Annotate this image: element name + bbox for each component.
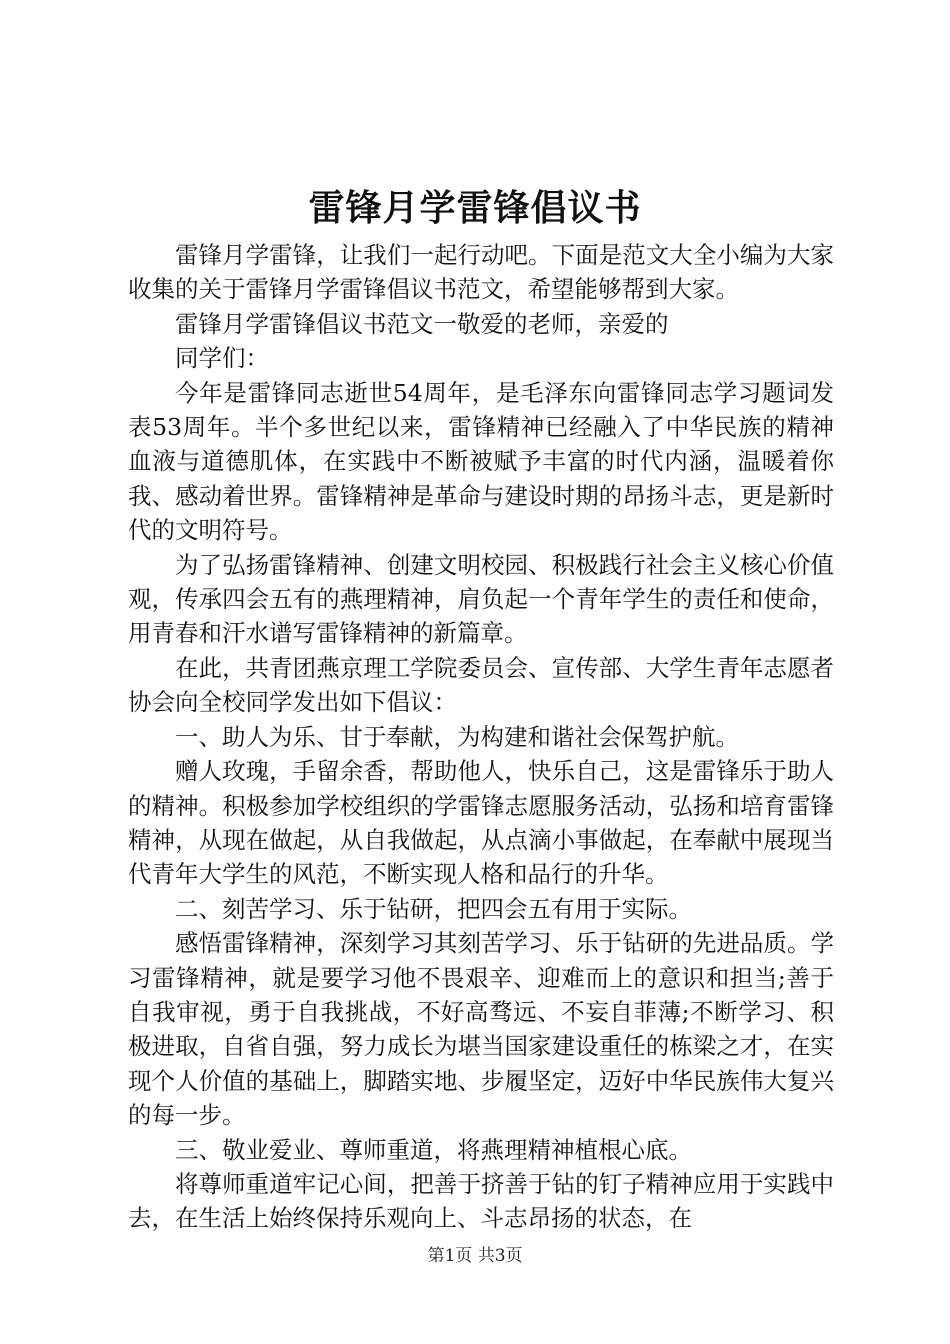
document-title: 雷锋月学雷锋倡议书 [308,187,642,229]
page-number-footer: 第1页 共3页 [427,1246,523,1266]
paragraph-sample-heading: 雷锋月学雷锋倡议书范文一敬爱的老师，亲爱的 [175,309,669,338]
paragraph-section-3: 将尊师重道牢记心间，把善于挤善于钻的钉子精神应用于实践中去，在生活上始终保持乐观向上、斗志昂扬的状态，在 [128,1169,834,1233]
section-heading-3: 三、敬业爱业、尊师重道，将燕理精神植根心底。 [175,1135,692,1164]
document-body [128,238,834,1236]
section-heading-1: 一、助人为乐、甘于奉献，为构建和谐社会保驾护航。 [175,722,739,751]
section-heading-2: 二、刻苦学习、乐于钻研，把四会五有用于实际。 [175,894,692,923]
paragraph-section-2: 感悟雷锋精神，深刻学习其刻苦学习、乐于钻研的先进品质。学习雷锋精神，就是要学习他不畏艰辛、迎难而上的意识和担当;善于自我审视，勇于自我挑战，不好高骛远、不妄自菲薄;不断学习、积极进取，自省自强，努力成长为堪当国家建设重任的栋梁之才，在实现个人价值的基础上，脚踏实地、步履坚定，迈好中华民族伟大复兴的每一步。 [128,929,834,1130]
paragraph-purpose: 为了弘扬雷锋精神、创建文明校园、积极践行社会主义核心价值观，传承四会五有的燕理精神，肩负起一个青年学生的责任和使命，用青春和汗水谱写雷锋精神的新篇章。 [128,550,834,648]
paragraph-section-1: 赠人玫瑰，手留余香，帮助他人，快乐自己，这是雷锋乐于助人的精神。积极参加学校组织的学雷锋志愿服务活动，弘扬和培育雷锋精神，从现在做起，从自我做起，从点滴小事做起，在奉献中展现当代青年大学生的风范，不断实现人格和品行的升华。 [128,757,834,889]
paragraph-initiative: 在此，共青团燕京理工学院委员会、宣传部、大学生青年志愿者协会向全校同学发出如下倡议： [128,653,834,717]
paragraph-intro: 雷锋月学雷锋，让我们一起行动吧。下面是范文大全小编为大家收集的关于雷锋月学雷锋倡议书范文，希望能够帮到大家。 [128,241,834,304]
paragraph-salutation: 同学们： [175,344,269,373]
paragraph-anniversary: 今年是雷锋同志逝世54周年，是毛泽东向雷锋同志学习题词发表53周年。半个多世纪以来，雷锋精神已经融入了中华民族的精神血液与道德肌体，在实践中不断被赋予丰富的时代内涵，温暖着你我、感动着世界。雷锋精神是革命与建设时期的昂扬斗志，更是新时代的文明符号。 [128,378,834,545]
